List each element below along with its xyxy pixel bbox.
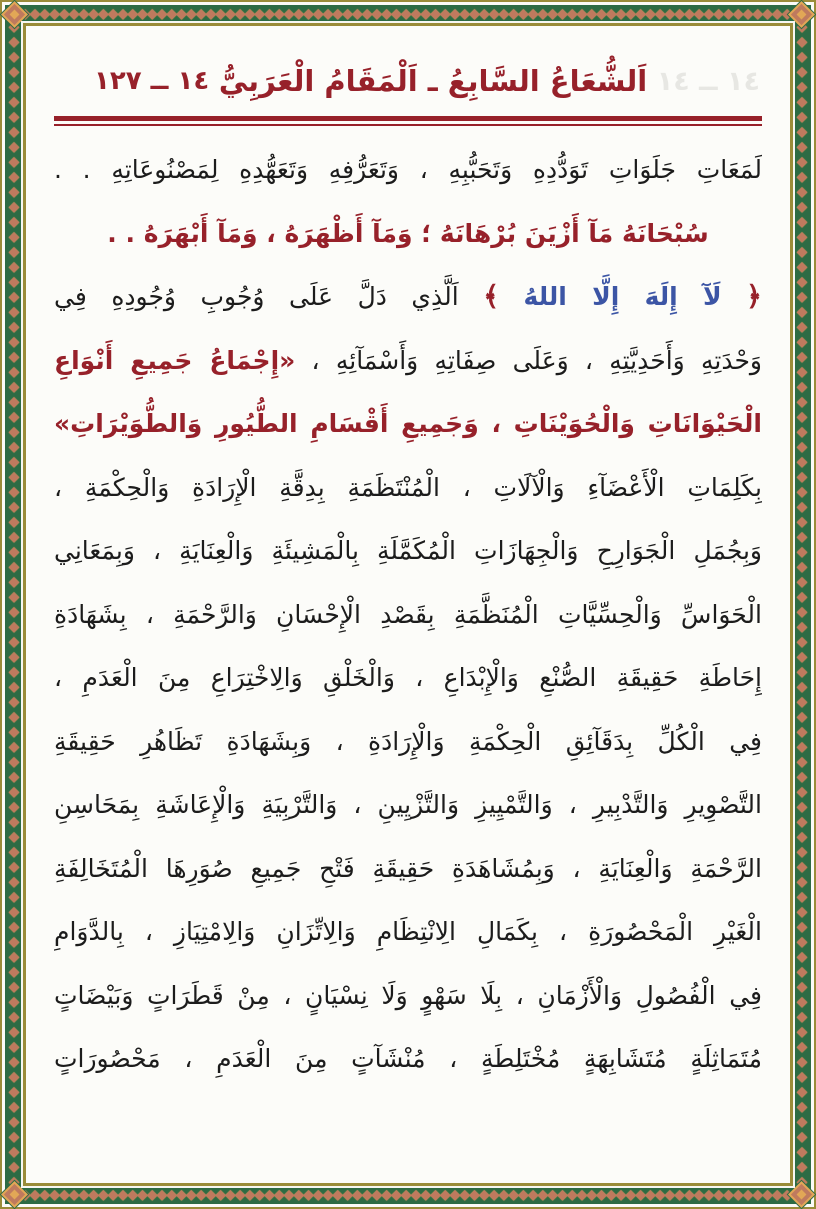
text-segment: التَّصْوِيرِ وَالتَّدْبِيرِ ، وَالتَّمْيِيزِ وَالتَّزْيِينِ ، وَالتَّرْبِيَةِ وَالْإِعَاشَةِ بِمَحَاسِنِ	[54, 790, 762, 819]
page-number: ١٤ ــ ١٢٧	[94, 66, 210, 96]
body-line	[54, 646, 762, 710]
border-chain-left	[5, 5, 23, 1204]
header-divider	[54, 116, 762, 126]
border-chain-right	[793, 5, 811, 1204]
text-segment: سُبْحَانَهُ مَآ أَزْيَنَ بُرْهَانَهُ ؛ وَمَآ أَظْهَرَهُ ، وَمَآ أَبْهَرَهُ . .	[107, 218, 709, 248]
text-segment: «إِجْمَاعُ جَمِيعِ أَنْوَاعِ	[54, 345, 296, 375]
body-line	[54, 456, 762, 520]
body-line	[54, 710, 762, 774]
text-segment: لَمَعَاتِ جَلَوَاتِ تَوَدُّدِهِ وَتَحَبُّبِهِ ، وَتَعَرُّفِهِ وَتَعَهُّدِهِ لِمَصْنُوعَاتِهِ . .	[54, 155, 762, 184]
body-line	[54, 138, 762, 202]
text-segment: الْحَيْوَانَاتِ وَالْحُوَيْنَاتِ ، وَجَمِيعِ أَقْسَامِ الطُّيُورِ وَالطُّوَيْرَاتِ»	[54, 409, 762, 438]
body-line	[54, 773, 762, 837]
inner-frame	[23, 23, 793, 1186]
body-line	[54, 265, 762, 329]
body-text	[54, 138, 762, 1091]
text-segment: وَبِجُمَلِ الْجَوَارِحِ وَالْجِهَازَاتِ الْمُكَمَّلَةِ بِالْمَشِيئَةِ وَالْعِنَايَةِ ، وَبِمَعَانِي	[54, 536, 762, 565]
text-segment: بِكَلِمَاتِ الْأَعْضَآءِ وَالْآلَاتِ ، الْمُنْتَظَمَةِ بِدِقَّةِ الْإِرَادَةِ وَالْحِكْمَةِ ،	[54, 472, 762, 502]
body-line	[54, 519, 762, 583]
ornate-open-bracket-icon: ﴿	[746, 281, 762, 312]
text-segment: فِي الْكُلِّ بِدَقَآئِقِ الْحِكْمَةِ وَالْإِرَادَةِ ، وَبِشَهَادَةِ تَظَاهُرِ حَقِيقَةِ	[54, 726, 762, 756]
body-line	[54, 900, 762, 964]
text-segment: الْحَوَاسِّ وَالْحِسِّيَّاتِ الْمُنَظَّمَةِ بِقَصْدِ الْإِحْسَانِ وَالرَّحْمَةِ ، بِشَهَادَةِ	[54, 599, 762, 629]
body-line	[54, 329, 762, 393]
border-chain-bottom	[5, 1186, 811, 1204]
text-segment: مُتَمَاثِلَةٍ مُتَشَابِهَةٍ مُخْتَلِطَةٍ ، مُنْشَآتٍ مِنَ الْعَدَمِ ، مَحْصُورَاتٍ	[54, 1044, 762, 1073]
page-header	[54, 50, 762, 112]
text-segment: إِحَاطَةِ حَقِيقَةِ الصُّنْعِ وَالْإِبْدَاعِ ، وَالْخَلْقِ وَالِاخْتِرَاعِ مِنَ الْعَدَمِ ،	[54, 663, 762, 692]
text-segment: وَحْدَتِهِ وَأَحَدِيَّتِهِ ، وَعَلَى صِفَاتِهِ وَأَسْمَآئِهِ ،	[311, 345, 762, 375]
page-title: اَلشُّعَاعُ السَّابِعُ ـ اَلْمَقَامُ الْعَرَبِيُّ	[218, 64, 648, 98]
body-line	[54, 392, 762, 456]
text-segment: الْغَيْرِ الْمَحْصُورَةِ ، بِكَمَالِ الِانْتِظَامِ وَالِاتِّزَانِ وَالِامْتِيَازِ ، بِالدَّوَامِ	[54, 917, 762, 946]
text-segment: اَلَّذِي دَلَّ عَلَى وُجُوبِ وُجُودِهِ فِي	[54, 282, 459, 311]
text-segment-kalima: لَآ إِلَهَ إِلَّا اللهُ	[523, 282, 722, 311]
page-content	[26, 26, 790, 1183]
body-line	[54, 837, 762, 901]
border-chain-top	[5, 5, 811, 23]
ghost-page-number: ١٤ ــ ١٤	[656, 65, 760, 97]
body-line	[54, 202, 762, 266]
ornate-close-bracket-icon: ﴾	[483, 281, 500, 312]
text-segment: فِي الْفُصُولِ وَالْأَزْمَانِ ، بِلَا سَهْوٍ وَلَا نِسْيَانٍ ، مِنْ قَطَرَاتٍ وَبَيْضَاتٍ	[54, 980, 762, 1010]
body-line	[54, 964, 762, 1028]
body-line	[54, 583, 762, 647]
ornament-border	[5, 5, 811, 1204]
text-segment: الرَّحْمَةِ وَالْعِنَايَةِ ، وَبِمُشَاهَدَةِ حَقِيقَةِ فَتْحِ جَمِيعِ صُوَرِهَا الْمُتَخَالِفَةِ	[54, 853, 762, 883]
body-line	[54, 1027, 762, 1091]
